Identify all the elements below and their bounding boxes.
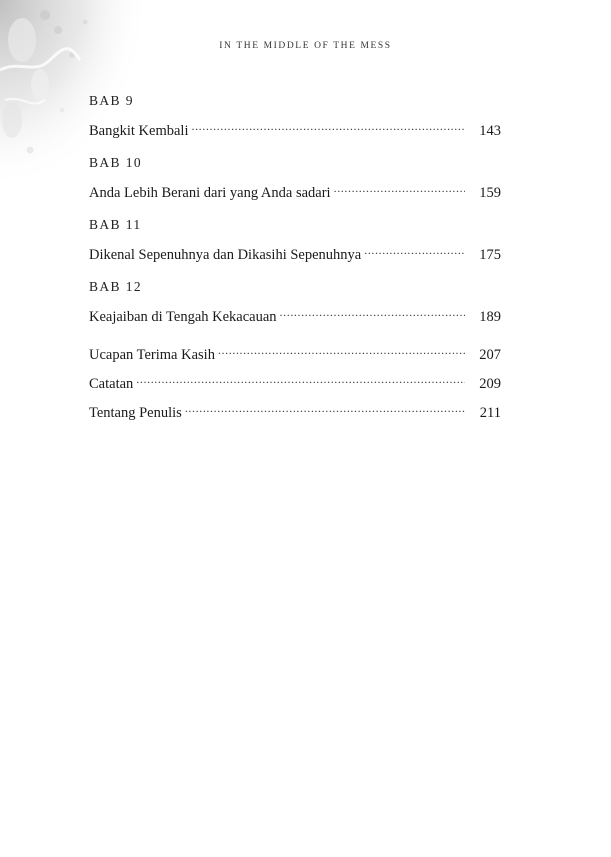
entry-page-number: 211 — [479, 405, 501, 421]
entry-page-number: 143 — [479, 123, 501, 139]
toc-chapter-12 — [89, 279, 501, 325]
dot-leader — [218, 341, 465, 359]
entry-title: Anda Lebih Berani dari yang Anda sadari — [89, 185, 331, 201]
dot-leader — [280, 303, 465, 321]
dot-leader — [185, 399, 465, 417]
entry-title: Bangkit Kembali — [89, 123, 189, 139]
entry-title: Dikenal Sepenuhnya dan Dikasihi Sepenuhnya — [89, 247, 362, 263]
chapter-label: BAB 9 — [89, 93, 134, 108]
toc-chapter-9 — [89, 93, 501, 139]
chapter-label: BAB 12 — [89, 279, 143, 294]
toc-entry — [89, 241, 501, 263]
toc-chapter-11 — [89, 217, 501, 263]
toc-entry — [89, 117, 501, 139]
entry-title: Ucapan Terima Kasih — [89, 347, 215, 363]
toc-back-matter — [89, 341, 501, 421]
dot-leader — [334, 179, 465, 197]
dot-leader — [136, 370, 465, 388]
toc-entry — [89, 370, 501, 392]
entry-page-number: 189 — [479, 309, 501, 325]
toc-entry — [89, 399, 501, 421]
toc-chapter-10 — [89, 155, 501, 201]
dot-leader — [364, 241, 465, 259]
toc-entry — [89, 179, 501, 201]
table-of-contents — [89, 93, 501, 428]
toc-entry — [89, 303, 501, 325]
entry-title: Tentang Penulis — [89, 405, 182, 421]
entry-page-number: 159 — [479, 185, 501, 201]
dot-leader — [191, 117, 465, 135]
entry-page-number: 207 — [479, 347, 501, 363]
entry-page-number: 175 — [479, 247, 501, 263]
entry-page-number: 209 — [479, 376, 501, 392]
entry-title: Catatan — [89, 376, 134, 392]
toc-entry — [89, 341, 501, 363]
running-head: IN THE MIDDLE OF THE MESS — [219, 41, 392, 51]
chapter-label: BAB 11 — [89, 217, 142, 232]
entry-title: Keajaiban di Tengah Kekacauan — [89, 309, 277, 325]
chapter-label: BAB 10 — [89, 155, 143, 170]
